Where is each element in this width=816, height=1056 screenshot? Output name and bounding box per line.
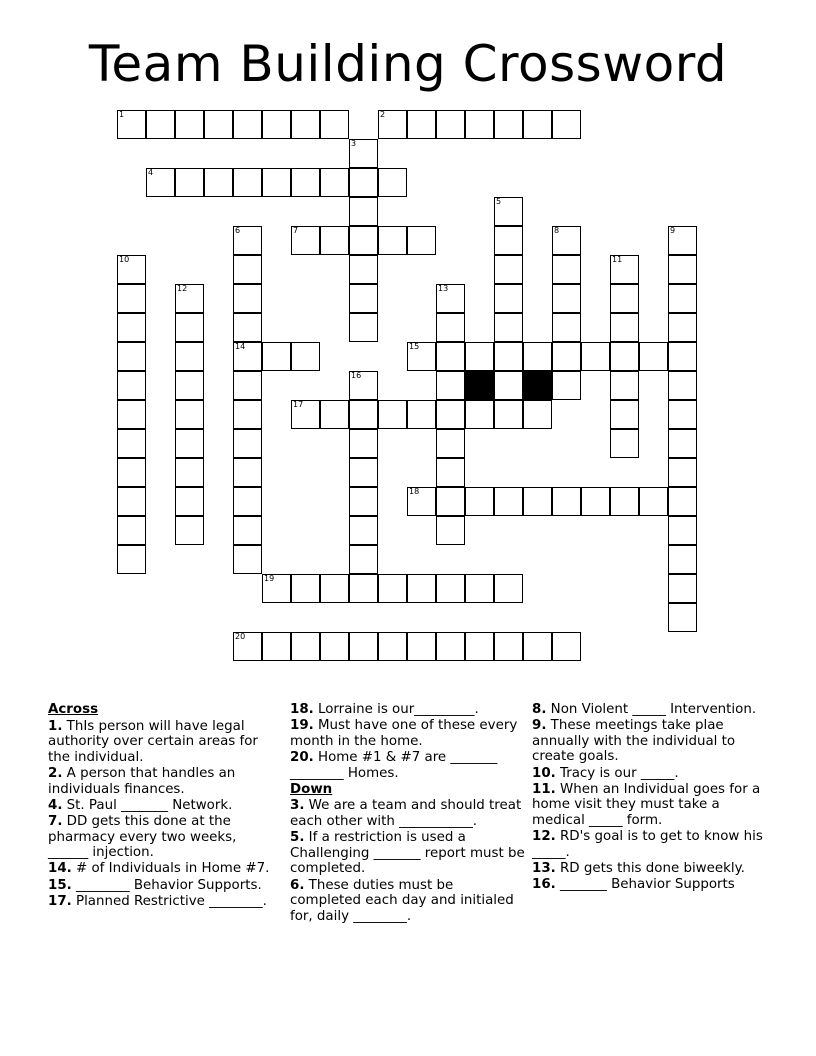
grid-cell[interactable]: [465, 487, 494, 516]
grid-cell[interactable]: [175, 284, 204, 313]
clue-number: 19: [264, 574, 275, 583]
clue-item: [532, 718, 772, 765]
grid-cell[interactable]: [233, 371, 262, 400]
clue-number: 13: [438, 284, 449, 293]
clue-item-text: Must have one of these every month in the home.: [290, 718, 518, 749]
grid-cell[interactable]: [117, 458, 146, 487]
grid-cell[interactable]: [610, 429, 639, 458]
grid-cell[interactable]: [378, 632, 407, 661]
clue-item-number: 1.: [48, 718, 63, 734]
grid-cell[interactable]: [320, 400, 349, 429]
grid-cell[interactable]: [175, 110, 204, 139]
clue-item-text: Planned Restrictive ________.: [76, 893, 267, 909]
grid-cell[interactable]: [610, 400, 639, 429]
clue-item-text: Home #1 & #7 are _______ ________ Homes.: [290, 749, 498, 781]
grid-cell[interactable]: [378, 226, 407, 255]
grid-cell[interactable]: [175, 429, 204, 458]
grid-cell[interactable]: [407, 574, 436, 603]
clue-item-number: 12.: [532, 829, 556, 845]
clue-number: 12: [177, 284, 188, 293]
grid-cell[interactable]: [175, 313, 204, 342]
clue-item: [532, 766, 772, 782]
grid-cell[interactable]: [465, 110, 494, 139]
grid-cell[interactable]: [233, 255, 262, 284]
grid-cell[interactable]: [436, 342, 465, 371]
grid-cell[interactable]: [378, 400, 407, 429]
grid-cell[interactable]: [552, 342, 581, 371]
grid-cell[interactable]: [465, 632, 494, 661]
grid-cell[interactable]: [610, 487, 639, 516]
clue-number: 11: [612, 255, 623, 264]
grid-cell[interactable]: [349, 168, 378, 197]
grid-cell[interactable]: [117, 545, 146, 574]
clue-item: [48, 814, 280, 861]
grid-cell[interactable]: [233, 313, 262, 342]
grid-cell[interactable]: [233, 226, 262, 255]
clue-item-number: 19.: [290, 718, 314, 734]
grid-cell[interactable]: [552, 371, 581, 400]
grid-cell[interactable]: [291, 574, 320, 603]
clue-item: [290, 750, 525, 781]
clue-item: [532, 702, 772, 718]
grid-cell[interactable]: [668, 574, 697, 603]
clue-item: [532, 861, 772, 877]
grid-cell[interactable]: [494, 574, 523, 603]
clue-item-text: RD's goal is to get to know his _____.: [532, 829, 763, 860]
clues-heading: Down: [290, 781, 333, 797]
grid-cell[interactable]: [494, 255, 523, 284]
clue-item-text: _______ Behavior Supports: [560, 877, 735, 893]
grid-cell[interactable]: [262, 110, 291, 139]
grid-cell[interactable]: [552, 110, 581, 139]
grid-cell[interactable]: [117, 400, 146, 429]
clue-item: [290, 830, 525, 877]
clue-item: [532, 877, 772, 893]
grid-cell[interactable]: [349, 545, 378, 574]
grid-cell[interactable]: [291, 168, 320, 197]
grid-cell[interactable]: [639, 342, 668, 371]
grid-cell[interactable]: [523, 632, 552, 661]
grid-cell[interactable]: [320, 226, 349, 255]
grid-cell[interactable]: [378, 574, 407, 603]
grid-cell[interactable]: [262, 632, 291, 661]
clue-number: 14: [235, 342, 246, 351]
grid-cell[interactable]: [117, 313, 146, 342]
grid-cell[interactable]: [494, 284, 523, 313]
grid-cell[interactable]: [233, 168, 262, 197]
grid-cell[interactable]: [378, 168, 407, 197]
grid-cell[interactable]: [523, 342, 552, 371]
grid-cell[interactable]: [407, 342, 436, 371]
grid-cell[interactable]: [668, 603, 697, 632]
grid-cell[interactable]: [610, 371, 639, 400]
grid-cell[interactable]: [668, 313, 697, 342]
grid-cell[interactable]: [668, 371, 697, 400]
grid-cell[interactable]: [349, 313, 378, 342]
clue-item-text: Non Violent _____ Intervention.: [550, 702, 757, 717]
grid-cell[interactable]: [436, 516, 465, 545]
grid-cell[interactable]: [436, 487, 465, 516]
grid-cell[interactable]: [436, 110, 465, 139]
grid-cell[interactable]: [117, 487, 146, 516]
clue-item: [48, 719, 280, 766]
clue-item: [48, 798, 280, 814]
grid-cell[interactable]: [117, 371, 146, 400]
grid-cell[interactable]: [436, 632, 465, 661]
clue-number: 10: [119, 255, 130, 264]
clue-number: 3: [351, 139, 357, 148]
grid-cell[interactable]: [407, 632, 436, 661]
grid-cell[interactable]: [117, 429, 146, 458]
grid-cell[interactable]: [320, 632, 349, 661]
grid-cell[interactable]: [668, 226, 697, 255]
grid-cell[interactable]: [291, 342, 320, 371]
clue-item-text: Lorraine is our_________.: [318, 702, 479, 717]
clue-item-text: St. Paul _______ Network.: [66, 797, 233, 813]
grid-cell[interactable]: [407, 400, 436, 429]
grid-cell[interactable]: [552, 255, 581, 284]
clue-number: 5: [496, 197, 502, 206]
grid-cell[interactable]: [175, 458, 204, 487]
clue-number: 4: [148, 168, 154, 177]
clue-number: 8: [554, 226, 560, 235]
grid-cell[interactable]: [552, 284, 581, 313]
clues-heading: Across: [48, 702, 99, 717]
grid-cell[interactable]: [523, 110, 552, 139]
clue-item: [48, 766, 280, 797]
grid-cell[interactable]: [349, 487, 378, 516]
clue-item-text: When an Individual goes for a home visit they must take a medical _____ form.: [532, 781, 761, 828]
clue-number: 18: [409, 487, 420, 496]
clue-item-number: 8.: [532, 702, 547, 717]
grid-cell[interactable]: [465, 400, 494, 429]
grid-cell[interactable]: [233, 632, 262, 661]
grid-cell[interactable]: [349, 226, 378, 255]
grid-cell[interactable]: [552, 487, 581, 516]
grid-cell[interactable]: [262, 574, 291, 603]
clue-number: 16: [351, 371, 362, 380]
grid-cell[interactable]: [407, 487, 436, 516]
grid-cell[interactable]: [349, 429, 378, 458]
grid-cell[interactable]: [117, 255, 146, 284]
grid-cell[interactable]: [639, 487, 668, 516]
grid-cell[interactable]: [262, 168, 291, 197]
clue-item: [532, 782, 772, 829]
grid-cell[interactable]: [349, 255, 378, 284]
clues-column-2: [290, 702, 525, 925]
clue-item-number: 7.: [48, 813, 63, 829]
grid-cell[interactable]: [494, 632, 523, 661]
grid-cell[interactable]: [349, 632, 378, 661]
grid-cell[interactable]: [175, 516, 204, 545]
grid-cell[interactable]: [233, 284, 262, 313]
grid-cell[interactable]: [436, 284, 465, 313]
grid-cell[interactable]: [552, 313, 581, 342]
grid-cell[interactable]: [494, 342, 523, 371]
grid-cell[interactable]: [668, 516, 697, 545]
grid-cell[interactable]: [233, 487, 262, 516]
clue-item-text: These meetings take plae annually with the individual to create goals.: [532, 718, 736, 765]
clue-item: [290, 718, 525, 749]
block-cell: [523, 371, 552, 400]
grid-cell[interactable]: [349, 516, 378, 545]
clue-item-number: 14.: [48, 861, 72, 877]
grid-cell[interactable]: [175, 168, 204, 197]
grid-cell[interactable]: [233, 110, 262, 139]
clue-item-text: We are a team and should treat each other with ___________.: [290, 798, 522, 829]
grid-cell[interactable]: [436, 400, 465, 429]
clue-item: [290, 878, 525, 925]
grid-cell[interactable]: [349, 371, 378, 400]
clue-number: 15: [409, 342, 420, 351]
grid-cell[interactable]: [668, 284, 697, 313]
grid-cell[interactable]: [494, 110, 523, 139]
grid-cell[interactable]: [291, 400, 320, 429]
grid-cell[interactable]: [668, 400, 697, 429]
grid-cell[interactable]: [668, 255, 697, 284]
grid-cell[interactable]: [175, 371, 204, 400]
grid-cell[interactable]: [233, 400, 262, 429]
grid-cell[interactable]: [436, 574, 465, 603]
grid-cell[interactable]: [407, 226, 436, 255]
grid-cell[interactable]: [291, 110, 320, 139]
grid-cell[interactable]: [175, 487, 204, 516]
grid-cell[interactable]: [146, 110, 175, 139]
grid-cell[interactable]: [668, 458, 697, 487]
grid-cell[interactable]: [204, 168, 233, 197]
clue-item-number: 3.: [290, 798, 305, 814]
clue-item: [48, 878, 280, 894]
grid-cell[interactable]: [349, 458, 378, 487]
clue-item: [290, 798, 525, 829]
grid-cell[interactable]: [494, 313, 523, 342]
grid-cell[interactable]: [610, 255, 639, 284]
grid-cell[interactable]: [117, 110, 146, 139]
clue-item-text: A person that handles an individuals finances.: [48, 765, 236, 797]
grid-cell[interactable]: [610, 313, 639, 342]
grid-cell[interactable]: [233, 458, 262, 487]
clue-item-text: ThIs person will have legal authority over certain areas for the individual.: [48, 718, 258, 765]
clue-number: 1: [119, 110, 125, 119]
grid-cell[interactable]: [320, 110, 349, 139]
grid-cell[interactable]: [233, 545, 262, 574]
grid-cell[interactable]: [291, 632, 320, 661]
grid-cell[interactable]: [407, 110, 436, 139]
grid-cell[interactable]: [581, 487, 610, 516]
grid-cell[interactable]: [233, 342, 262, 371]
grid-cell[interactable]: [349, 574, 378, 603]
grid-cell[interactable]: [349, 197, 378, 226]
clue-number: 9: [670, 226, 676, 235]
grid-cell[interactable]: [523, 400, 552, 429]
clue-item-number: 13.: [532, 860, 556, 876]
grid-cell[interactable]: [610, 342, 639, 371]
grid-cell[interactable]: [349, 284, 378, 313]
grid-cell[interactable]: [465, 342, 494, 371]
grid-cell[interactable]: [320, 574, 349, 603]
clue-item-number: 17.: [48, 893, 72, 909]
grid-cell[interactable]: [494, 371, 523, 400]
clues-column-3: [532, 702, 772, 893]
grid-cell[interactable]: [233, 516, 262, 545]
clue-item-number: 18.: [290, 702, 314, 717]
clue-item-number: 16.: [532, 877, 556, 893]
grid-cell[interactable]: [552, 632, 581, 661]
puzzle-title: Team Building Crossword: [88, 35, 728, 93]
clue-item: [48, 861, 280, 877]
clue-item-number: 4.: [48, 797, 63, 813]
grid-cell[interactable]: [436, 429, 465, 458]
clues-column-1: [48, 702, 280, 910]
grid-cell[interactable]: [349, 400, 378, 429]
clue-item: [290, 702, 525, 718]
grid-cell[interactable]: [465, 574, 494, 603]
clue-number: 7: [293, 226, 299, 235]
grid-cell[interactable]: [668, 342, 697, 371]
clue-item-number: 9.: [532, 718, 547, 734]
clue-item-number: 6.: [290, 877, 305, 893]
grid-cell[interactable]: [494, 197, 523, 226]
grid-cell[interactable]: [233, 429, 262, 458]
clue-item-text: If a restriction is used a Challenging _______ report must be completed.: [290, 830, 525, 877]
grid-cell[interactable]: [117, 342, 146, 371]
grid-cell[interactable]: [436, 313, 465, 342]
clue-item: [48, 894, 280, 910]
grid-cell[interactable]: [668, 545, 697, 574]
grid-cell[interactable]: [552, 226, 581, 255]
grid-cell[interactable]: [494, 400, 523, 429]
grid-cell[interactable]: [668, 487, 697, 516]
grid-cell[interactable]: [146, 168, 175, 197]
grid-cell[interactable]: [436, 458, 465, 487]
clue-item-text: These duties must be completed each day and initialed for, daily ________.: [290, 877, 514, 924]
clue-item-number: 2.: [48, 765, 63, 781]
clue-number: 6: [235, 226, 241, 235]
grid-cell[interactable]: [494, 226, 523, 255]
clue-item-text: DD gets this done at the pharmacy every two weeks, ______ injection.: [48, 813, 237, 861]
clue-item-text: Tracy is our _____.: [560, 765, 679, 781]
grid-cell[interactable]: [436, 371, 465, 400]
clue-item-text: # of Individuals in Home #7.: [76, 861, 270, 877]
grid-cell[interactable]: [378, 110, 407, 139]
grid-cell[interactable]: [175, 400, 204, 429]
grid-cell[interactable]: [117, 284, 146, 313]
grid-cell[interactable]: [668, 429, 697, 458]
clue-item-number: 15.: [48, 877, 72, 893]
grid-cell[interactable]: [320, 168, 349, 197]
clue-item-number: 11.: [532, 781, 556, 797]
grid-cell[interactable]: [117, 516, 146, 545]
clue-item-number: 5.: [290, 830, 305, 846]
grid-cell[interactable]: [494, 487, 523, 516]
grid-cell[interactable]: [349, 139, 378, 168]
grid-cell[interactable]: [262, 342, 291, 371]
block-cell: [465, 371, 494, 400]
clue-item-number: 10.: [532, 765, 556, 781]
clue-item-number: 20.: [290, 749, 314, 765]
grid-cell[interactable]: [291, 226, 320, 255]
grid-cell[interactable]: [523, 487, 552, 516]
clue-number: 17: [293, 400, 304, 409]
grid-cell[interactable]: [581, 342, 610, 371]
clue-number: 20: [235, 632, 246, 641]
clue-item-text: ________ Behavior Supports.: [76, 877, 262, 893]
grid-cell[interactable]: [204, 110, 233, 139]
clue-number: 2: [380, 110, 386, 119]
grid-cell[interactable]: [175, 342, 204, 371]
clue-item-text: RD gets this done biweekly.: [560, 860, 745, 876]
clue-item: [532, 829, 772, 860]
grid-cell[interactable]: [610, 284, 639, 313]
